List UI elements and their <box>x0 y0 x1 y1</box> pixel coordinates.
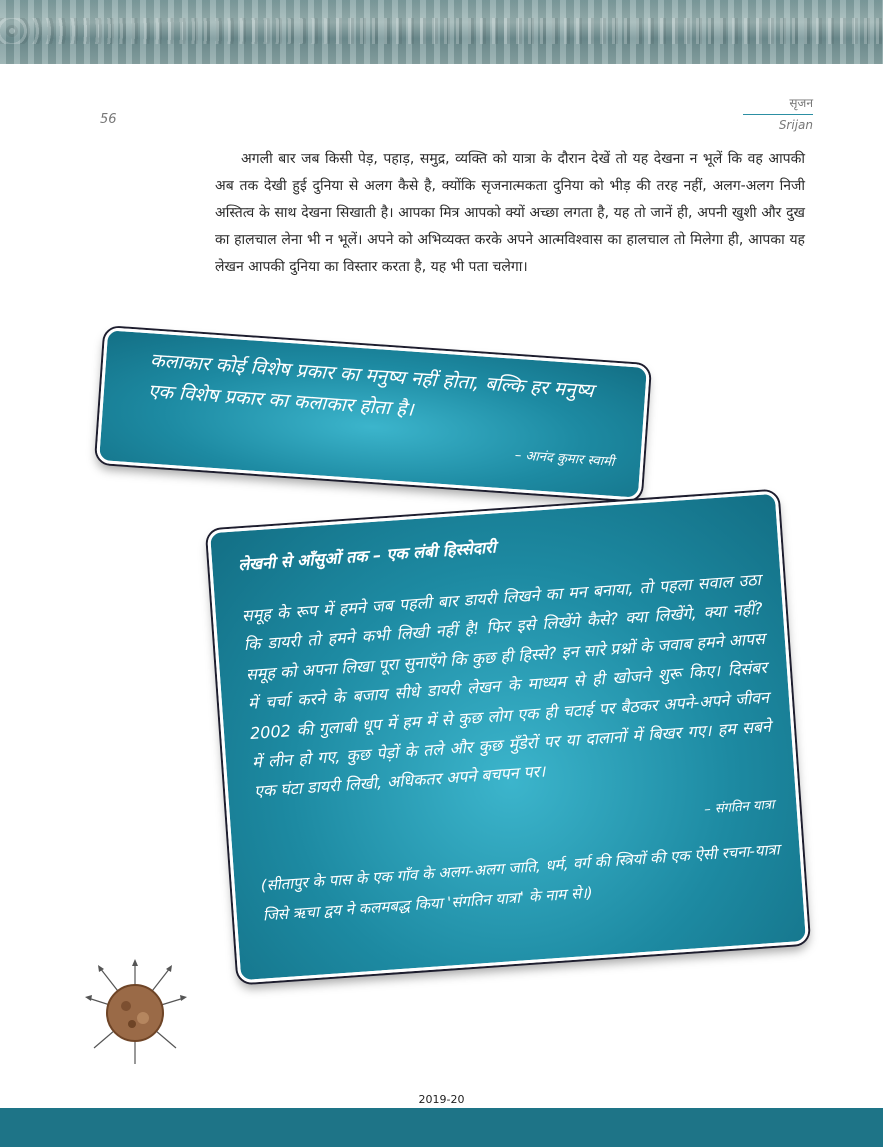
diary-source-note: (सीतापुर के पास के एक गाँव के अलग-अलग जाति, धर्म, वर्ग की स्त्रियों की एक ऐसी रचना-यात्रा जिसे ऋचा द्वय ने कलमबद्ध किया 'संगतिन यात्रा' के नाम से।) <box>260 840 781 925</box>
header-rule <box>743 114 813 115</box>
quote-card <box>96 327 650 501</box>
footer-band <box>0 1108 883 1147</box>
page-number: 56 <box>100 112 117 127</box>
diary-author: – संगतिन यात्रा <box>703 797 775 818</box>
quote-text: कलाकार कोई विशेष प्रकार का मनुष्य नहीं होता, बल्कि हर मनुष्य एक विशेष प्रकार का कलाकार होता है। <box>147 349 595 421</box>
diary-body: समूह के रूप में हमने जब पहली बार डायरी लिखने का मन बनाया, तो पहला सवाल उठा कि डायरी तो हमने कभी लिखी नहीं है! फिर इसे लिखेंगे कैसे? क्या लिखेंगे, क्या नहीं? समूह को अपना लिखा पूरा सुनाएँगे कि कुछ ही हिस्से? इन सारे प्रश्नों के जवाब हमने आपस में चर्चा करने के बजाय सीधे डायरी लेखन के माध्यम से ही खोजने शुरू किए। दिसंबर 2002 की गुलाबी धूप में हम में से कुछ लोग एक ही चटाई पर बैठकर अपने-अपने जीवन में लीन हो गए, कुछ पेड़ों के तले और कुछ मुँडेरों पर या दालानों में बिखर गए। हम सबने एक घंटा डायरी लिखी, अधिकतर अपने बचपन पर। <box>241 570 772 802</box>
body-paragraph <box>215 146 805 281</box>
sun-arrows-illustration <box>80 958 190 1068</box>
diary-excerpt-card <box>207 491 809 984</box>
year-footer: 2019-20 <box>418 1093 465 1106</box>
diary-title: लेखनी से आँसुओं तक – एक लंबी हिस्सेदारी <box>237 537 497 575</box>
running-header <box>743 94 813 132</box>
quote-author: – आनंद कुमार स्वामी <box>514 448 615 470</box>
section-title-english: Srijan <box>778 118 813 132</box>
body-paragraph-text: अगली बार जब किसी पेड़, पहाड़, समुद्र, व्यक्ति को यात्रा के दौरान देखें तो यह देखना न भूलें कि वह आपकी अब तक देखी हुई दुनिया से अलग कैसे है, क्योंकि सृजनात्मकता दुनिया को भीड़ की तरह नहीं, अलग-अलग निजी अस्तित्व के साथ देखना सिखाती है। आपका मित्र आपको क्यों अच्छा लगता है, यह तो जानें ही, अपनी खुशी और दुख का हालचाल लेना भी न भूलें। अपने को अभिव्यक्त करके अपने आत्मविश्वास का हालचाल तो मिलेगा ही, आपका यह लेखन आपकी दुनिया का विस्तार करता है, यह भी पता चलेगा। <box>215 151 805 275</box>
decorative-header-band <box>0 0 883 64</box>
section-title-hindi: सृजन <box>789 96 813 110</box>
carved-frieze-pattern <box>0 18 883 44</box>
